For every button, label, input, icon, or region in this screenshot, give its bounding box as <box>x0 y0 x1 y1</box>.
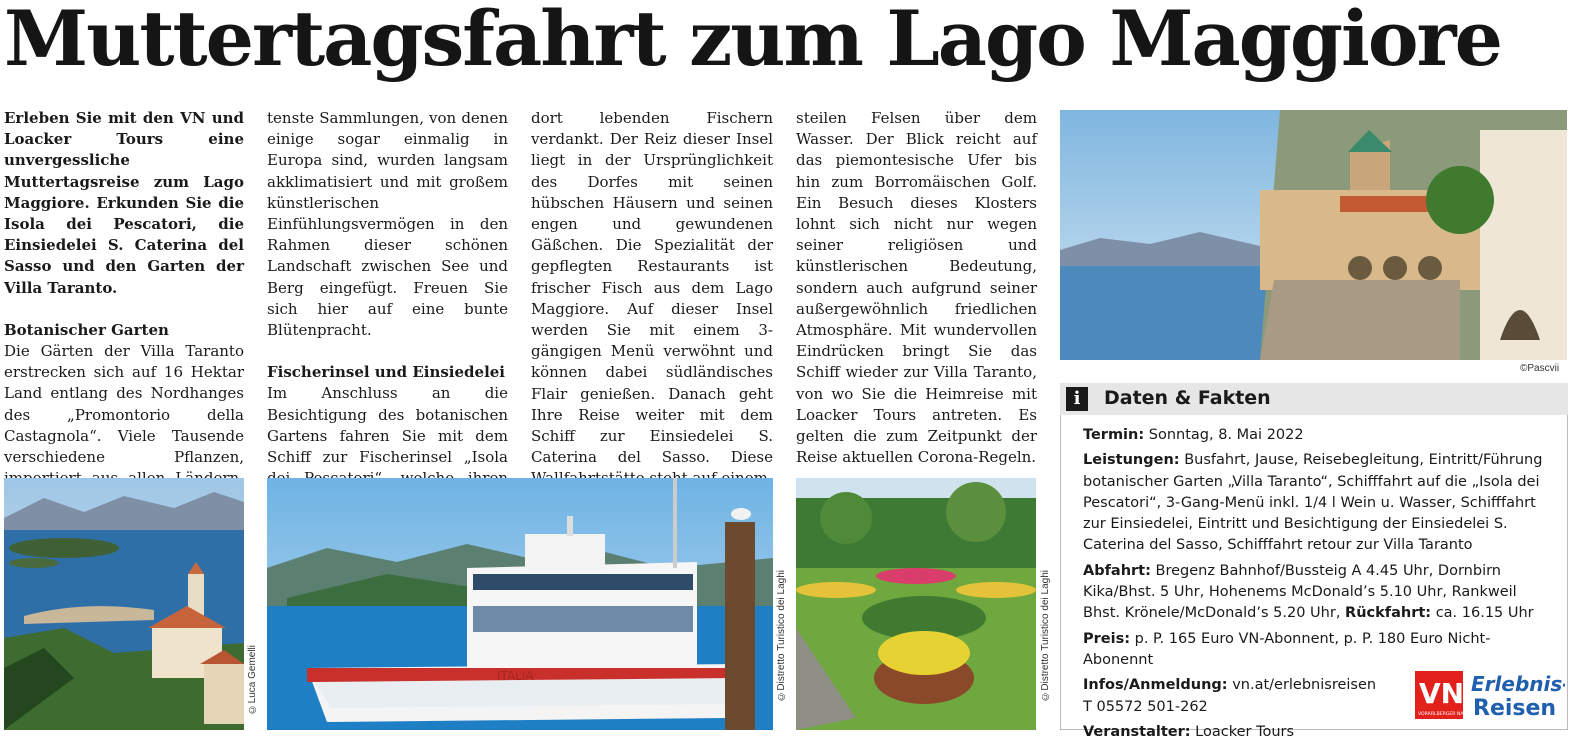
svg-text:VORARLBERGER NACHRICHTEN: VORARLBERGER NACHRICHTEN <box>1418 712 1491 717</box>
fact-leistungen: Leistungen: Busfahrt, Jause, Reisebegleitung, Eintritt/Führung botanischer Garten „Villa Taranto“, Schifffahrt auf die „Isola dei Pescatori“, 3-Gang-Menü inkl. 1/4 l Wein u. Wasser, Schifffahrt zur Einsiedelei, Eintritt und Besichtigung der Einsiedelei S. Caterina del Sasso, Schifffahrt retour zur Villa Taranto <box>1083 452 1543 554</box>
photo-credit: ©Luca Gemelli <box>247 645 258 715</box>
garden-photo <box>796 478 1036 730</box>
article-column-4 <box>796 108 1037 468</box>
body-text: Die Gärten der Villa Taranto erstrecken sich auf 16 Hektar Land entlang des Nordhanges des „Promontorio della Castagnola“. Viele Tausende verschiedene Pflanzen, <box>4 342 244 467</box>
body-text: dort lebenden Fischern verdankt. Der Reiz dieser Insel liegt in der Ursprünglichkeit des Dorfes mit seinen hübschen Häusern und seinen engen und gewundenen Gäßchen. Die Spezialität der gepflegten Restaurants ist frischer Fisch aus dem Lago Maggiore. Auf dieser Insel werden Sie mit einem 3-gängigen Menü verwöhnt und können dabei südländisches Flair genießen. Danach geht Ihre Reise weiter mit dem Schiff zur Einsiedelei S. Caterina del Sasso. Diese <box>531 109 773 467</box>
svg-text:Reisen: Reisen <box>1473 696 1557 721</box>
lead-paragraph: Erleben Sie mit den VN und Loacker Tours eine unvergessliche Muttertagsreise zum Lago Maggiore. Erkunden Sie die Isola dei Pescatori, die Einsiedelei S. Caterina del Sasso und den Garten der Villa Taranto. <box>4 109 244 297</box>
erlebnisreisen-logo <box>1415 669 1565 726</box>
photo-credit: ©Distretto Turistico dei Laghi <box>1040 570 1051 702</box>
facts-header <box>1060 383 1568 415</box>
body-text: tenste Sammlungen, von denen einige sogar einmalig in Europa sind, wurden langsam akklimatisiert und mit großem künstlerischen Einfühlungsvermögen in den Rahmen dieser schönen Landschaft zwischen See und Berg eingefügt. Freuen Sie sich hier auf eine bunte Blütenpracht. <box>267 109 508 340</box>
body-text: Im Anschluss an die Besichtigung des botanischen Gartens fahren Sie mit dem Schiff zur Fischerinsel „Isola <box>267 384 508 467</box>
village-lake-photo <box>4 478 244 730</box>
fact-abfahrt: Abfahrt: Bregenz Bahnhof/Bussteig A 4.45 Uhr, Dornbirn Kika/Bhst. 5 Uhr, Hohenems McDonald’s 5.10 Uhr, Rankweil Bhst. Krönele/McDonald’s 5.20 Uhr, Rückfahrt: ca. 16.15 Uhr <box>1083 562 1534 622</box>
fact-veranstalter: Veranstalter: Loacker Tours <box>1083 723 1295 740</box>
photo-credit: ©Pascvii <box>1520 363 1560 374</box>
article-column-2 <box>267 108 508 511</box>
fact-preis: Preis: p. P. 165 Euro VN-Abonnent, p. P. 180 Euro Nicht-Abonennt <box>1083 630 1491 668</box>
monastery-photo <box>1060 110 1567 360</box>
fact-infos: Infos/Anmeldung: vn.at/erlebnisreisen T 05572 501-262 <box>1083 677 1377 715</box>
article-column-1 <box>4 108 244 511</box>
photo-credit: ©Distretto Turistico dei Laghi <box>776 570 787 702</box>
info-icon: i <box>1066 387 1088 411</box>
body-text: steilen Felsen über dem Wasser. Der Blick reicht auf das piemontesische Ufer bis hin zum Borromäischen Golf. Ein Besuch dieses Klosters lohnt sich nicht nur wegen seiner religiösen und künstlerischen Bedeutung, sondern auch aufgrund seiner außergewöhnlich friedlichen Atmosphäre. Mit wundervollen Eindrücken bringt Sie das Schiff wieder zur Villa Taranto, von wo Sie die Heimreise mit Loacker Tours antreten. Es gelten die zum Zeitpunkt der Reise aktuellen Corona-Regeln. <box>796 109 1037 467</box>
svg-text:Erlebnis-: Erlebnis- <box>1471 672 1565 696</box>
headline: Muttertagsfahrt zum Lago Maggiore <box>4 0 1501 83</box>
subhead-botanischer-garten: Botanischer Garten <box>4 320 169 339</box>
facts-title: Daten & Fakten <box>1104 387 1271 409</box>
article-column-3 <box>531 108 773 490</box>
fact-telefon: T 05572 501-262 <box>1083 698 1208 715</box>
ship-photo <box>267 478 773 730</box>
svg-text:VN: VN <box>1419 677 1465 710</box>
ship-name: ITALIA <box>497 669 534 683</box>
fact-termin: Termin: Sonntag, 8. Mai 2022 <box>1083 427 1304 443</box>
facts-box <box>1060 383 1568 740</box>
subhead-fischerinsel: Fischerinsel und Einsiedelei <box>267 363 506 382</box>
